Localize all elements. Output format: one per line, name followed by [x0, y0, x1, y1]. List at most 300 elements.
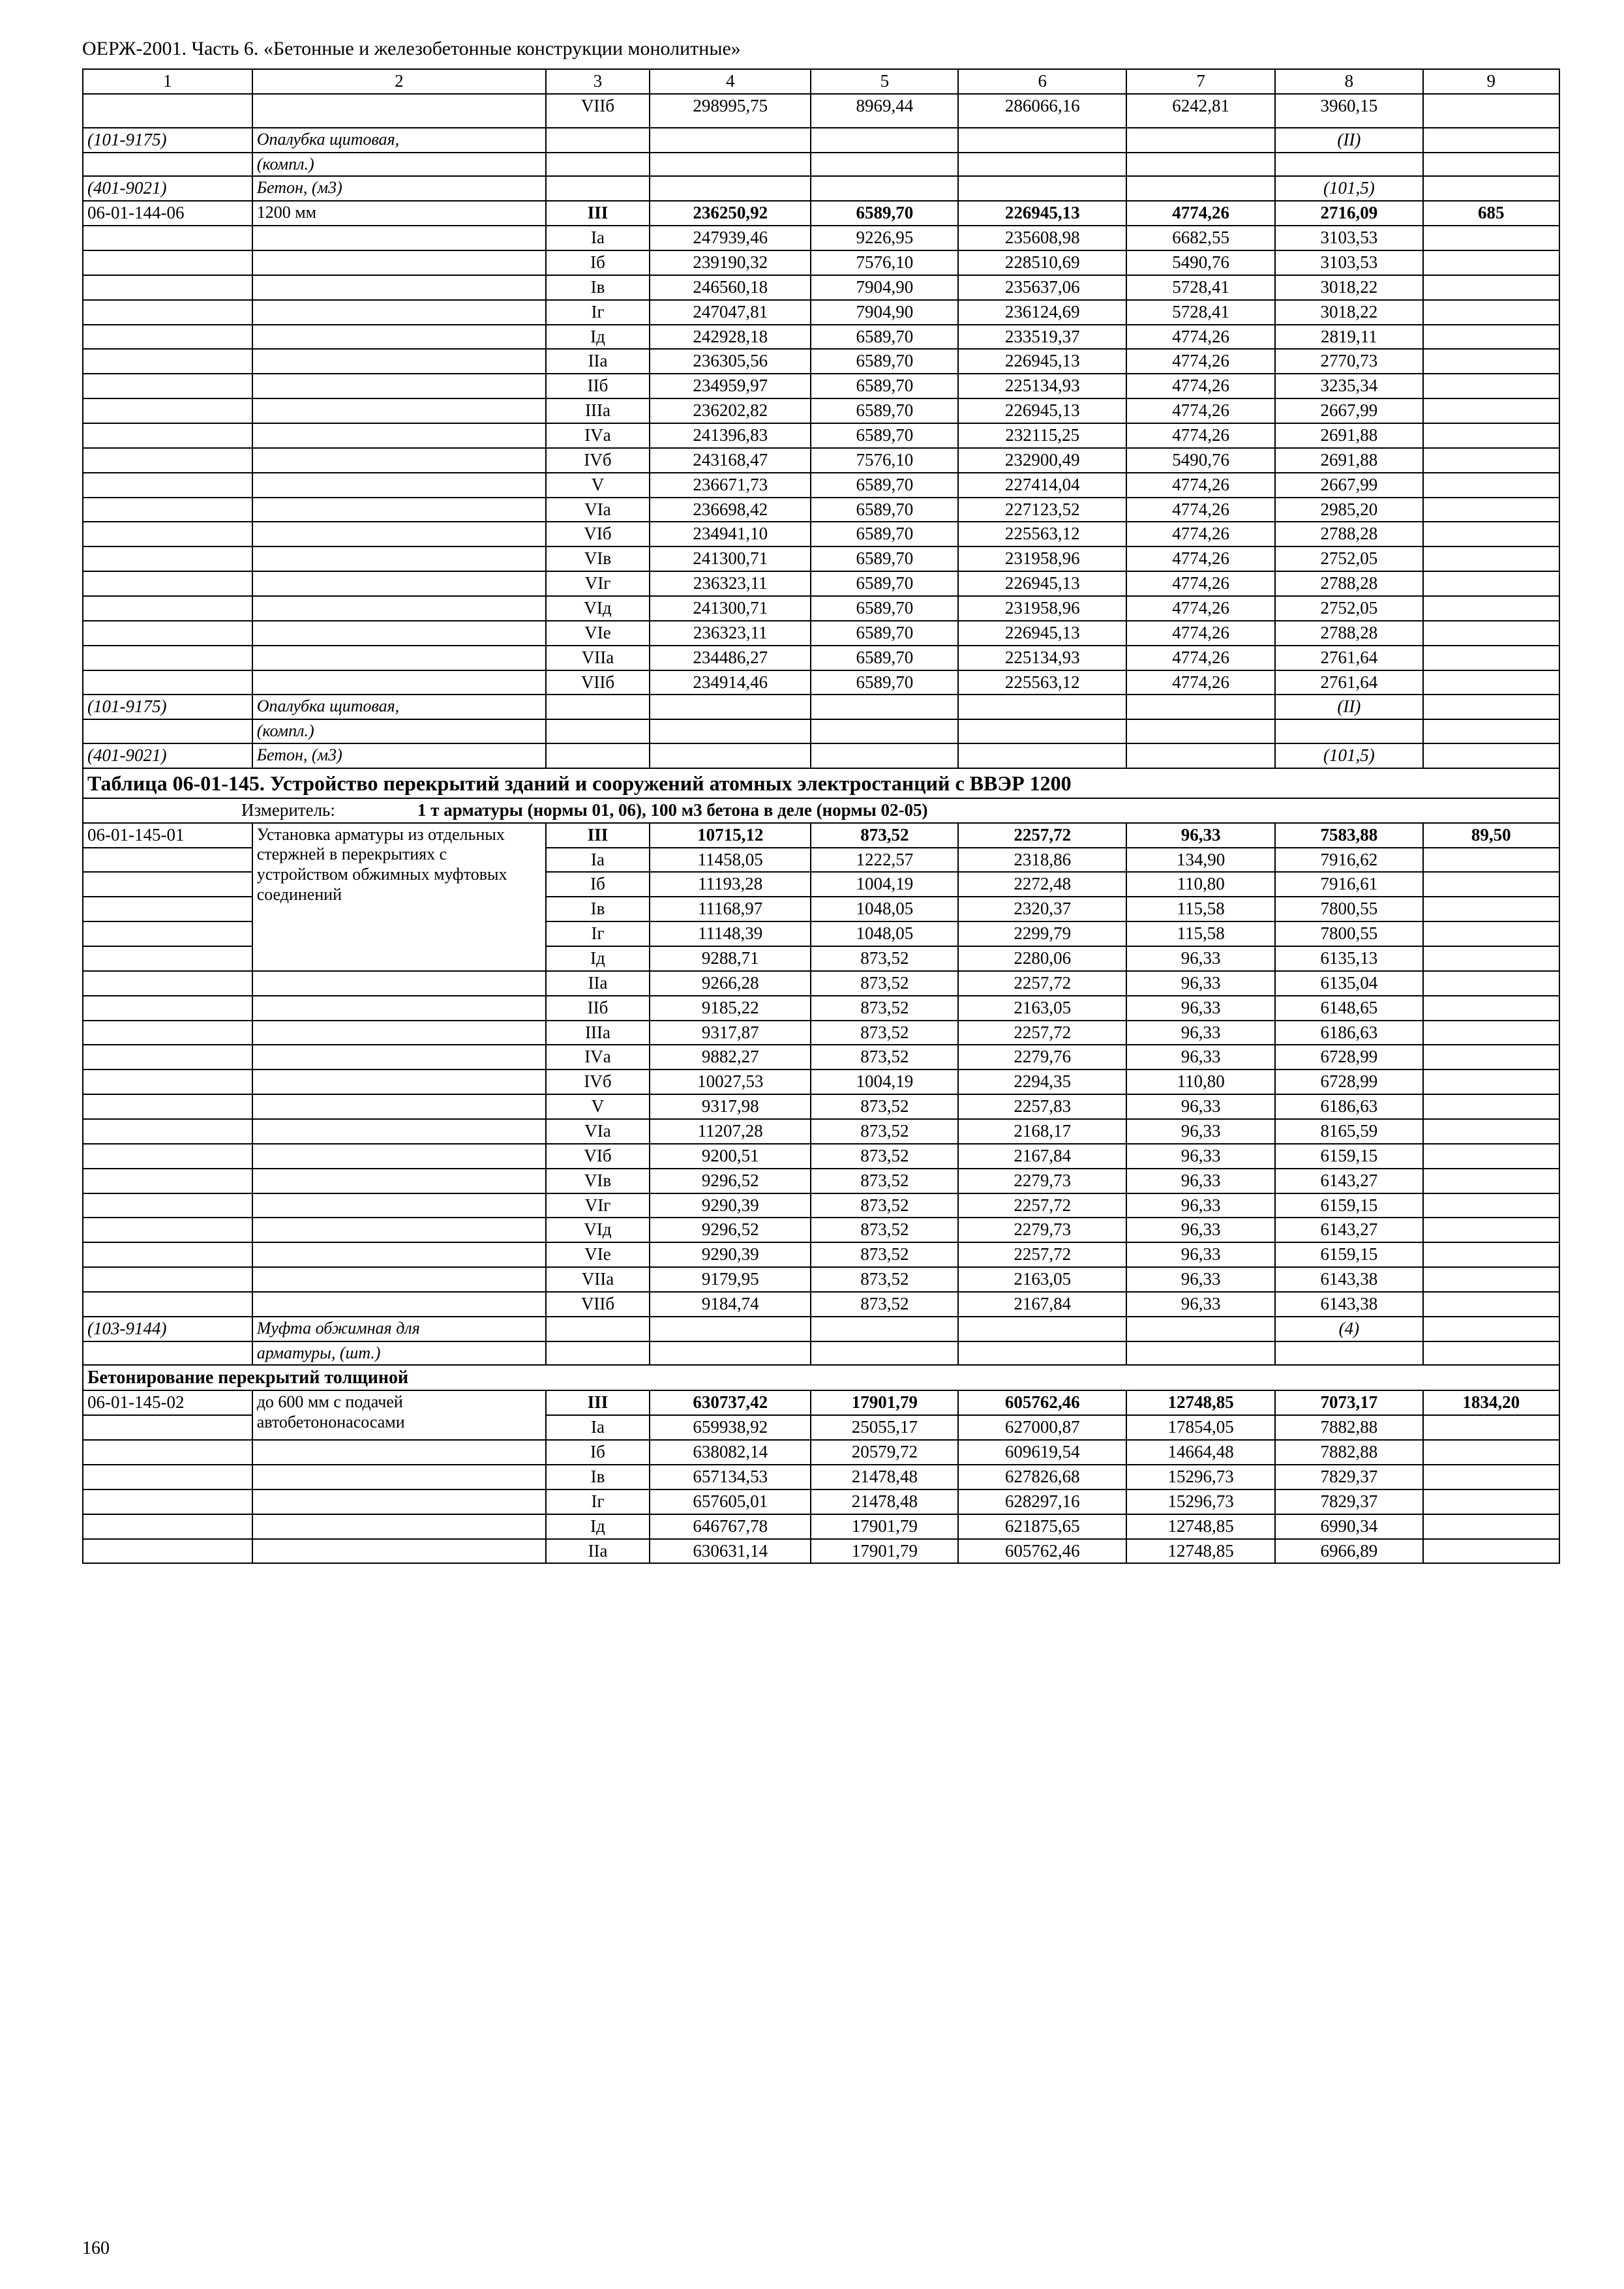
row-v9 — [1423, 546, 1560, 571]
row-v4: 236323,11 — [650, 621, 811, 646]
table-row — [83, 1390, 1559, 1415]
row-v9 — [1423, 1489, 1560, 1514]
row-v5: 873,52 — [811, 971, 958, 996]
table-row — [83, 596, 1559, 621]
row-v4: 247047,81 — [650, 300, 811, 325]
row-v5: 6589,70 — [811, 201, 958, 226]
row-v5: 873,52 — [811, 1094, 958, 1119]
row-v4 — [650, 719, 811, 743]
row-v6: 2318,86 — [958, 848, 1126, 873]
row-v6: 609619,54 — [958, 1440, 1126, 1465]
row-v4: 247939,46 — [650, 226, 811, 250]
row-v6 — [958, 176, 1126, 201]
row-v5: 6589,70 — [811, 423, 958, 448]
row-v6: 2280,06 — [958, 946, 1126, 971]
row-v4: 657134,53 — [650, 1465, 811, 1489]
table-row — [83, 226, 1559, 250]
row-code — [83, 596, 252, 621]
row-v7: 4774,26 — [1126, 571, 1275, 596]
row-v8: 3235,34 — [1275, 374, 1422, 398]
row-v8: 6159,15 — [1275, 1242, 1422, 1267]
row-v8: 2985,20 — [1275, 498, 1422, 522]
table-row — [83, 349, 1559, 374]
row-v5: 6589,70 — [811, 325, 958, 350]
row-zone — [546, 128, 650, 153]
row-zone: IVб — [546, 1070, 650, 1094]
resource-row — [83, 695, 1559, 719]
resource-code: (401-9021) — [83, 176, 252, 201]
resource-name: Опалубка щитовая, — [252, 128, 546, 153]
row-v5: 1004,19 — [811, 872, 958, 897]
row-v5: 873,52 — [811, 1119, 958, 1144]
row-v8: 2770,73 — [1275, 349, 1422, 374]
row-v4: 236250,92 — [650, 201, 811, 226]
resource-row — [83, 719, 1559, 743]
row-v7: 6682,55 — [1126, 226, 1275, 250]
row-v8: 7800,55 — [1275, 897, 1422, 921]
row-zone — [546, 153, 650, 177]
section-header: Бетонирование перекрытий толщиной — [83, 1365, 1559, 1390]
row-v7: 4774,26 — [1126, 522, 1275, 546]
row-v7: 4774,26 — [1126, 423, 1275, 448]
row-v8: 6159,15 — [1275, 1193, 1422, 1218]
row-v5: 6589,70 — [811, 546, 958, 571]
table-row — [83, 275, 1559, 300]
table-row — [83, 1242, 1559, 1267]
row-zone — [546, 743, 650, 768]
row-v7: 5490,76 — [1126, 250, 1275, 275]
row-v8: 6135,04 — [1275, 971, 1422, 996]
row-zone: VIIб — [546, 1292, 650, 1317]
row-v9 — [1423, 1218, 1560, 1242]
row-v6: 2257,72 — [958, 823, 1126, 848]
row-v7: 17854,05 — [1126, 1415, 1275, 1440]
row-v6: 627000,87 — [958, 1415, 1126, 1440]
row-v7: 12748,85 — [1126, 1539, 1275, 1564]
row-v7 — [1126, 743, 1275, 768]
row-v7: 14664,48 — [1126, 1440, 1275, 1465]
row-v5: 6589,70 — [811, 571, 958, 596]
row-v6: 627826,68 — [958, 1465, 1126, 1489]
row-v8: 2691,88 — [1275, 448, 1422, 473]
main-table — [82, 68, 1560, 1564]
resource-name: Муфта обжимная для — [252, 1317, 546, 1341]
row-zone — [546, 176, 650, 201]
row-v7: 6242,81 — [1126, 94, 1275, 128]
row-code — [83, 571, 252, 596]
row-name — [252, 473, 546, 498]
row-v5: 6589,70 — [811, 596, 958, 621]
table-row — [83, 128, 1559, 153]
table-row — [83, 423, 1559, 448]
resource-row — [83, 1317, 1559, 1341]
row-code — [83, 1218, 252, 1242]
row-v6: 227414,04 — [958, 473, 1126, 498]
row-v7: 4774,26 — [1126, 670, 1275, 695]
row-v5: 873,52 — [811, 1242, 958, 1267]
row-v8: 3018,22 — [1275, 275, 1422, 300]
resource-row — [83, 1341, 1559, 1366]
row-v5 — [811, 695, 958, 719]
row-v4: 646767,78 — [650, 1514, 811, 1539]
row-v9 — [1423, 996, 1560, 1021]
row-zone: Iв — [546, 897, 650, 921]
row-name — [252, 1465, 546, 1489]
row-name — [252, 1539, 546, 1564]
row-zone: VIа — [546, 498, 650, 522]
row-v6: 621875,65 — [958, 1514, 1126, 1539]
row-v7: 5490,76 — [1126, 448, 1275, 473]
row-v4: 246560,18 — [650, 275, 811, 300]
row-v5: 7904,90 — [811, 300, 958, 325]
row-v8: 2716,09 — [1275, 201, 1422, 226]
resource-name: Опалубка щитовая, — [252, 695, 546, 719]
row-zone: IIа — [546, 1539, 650, 1564]
row-v7: 15296,73 — [1126, 1465, 1275, 1489]
row-code: 06-01-144-06 — [83, 201, 252, 226]
row-zone: III — [546, 823, 650, 848]
row-zone: Iд — [546, 325, 650, 350]
row-name — [252, 1267, 546, 1292]
row-v4: 9266,28 — [650, 971, 811, 996]
row-code — [83, 250, 252, 275]
row-v4: 236323,11 — [650, 571, 811, 596]
row-v6: 2257,72 — [958, 1242, 1126, 1267]
row-zone: Iа — [546, 226, 650, 250]
row-v5: 1222,57 — [811, 848, 958, 873]
row-zone: IVа — [546, 1045, 650, 1070]
row-v8: 2691,88 — [1275, 423, 1422, 448]
row-v6: 628297,16 — [958, 1489, 1126, 1514]
row-v8: 6143,27 — [1275, 1169, 1422, 1193]
table-row — [83, 571, 1559, 596]
row-code — [83, 349, 252, 374]
row-code — [83, 94, 252, 128]
row-v6 — [958, 695, 1126, 719]
table-row — [83, 201, 1559, 226]
row-name — [252, 1218, 546, 1242]
row-v6: 2272,48 — [958, 872, 1126, 897]
row-v5: 7576,10 — [811, 448, 958, 473]
row-v9: 89,50 — [1423, 823, 1560, 848]
row-name — [252, 1292, 546, 1317]
row-v8: (101,5) — [1275, 176, 1422, 201]
row-zone: VIг — [546, 1193, 650, 1218]
row-v9: 685 — [1423, 201, 1560, 226]
row-name — [252, 646, 546, 670]
row-v6: 226945,13 — [958, 398, 1126, 423]
row-v7: 96,33 — [1126, 1094, 1275, 1119]
resource-code: (101-9175) — [83, 128, 252, 153]
row-v4: 9317,98 — [650, 1094, 811, 1119]
row-v9 — [1423, 946, 1560, 971]
row-v8: 6186,63 — [1275, 1021, 1422, 1045]
row-zone: Iг — [546, 300, 650, 325]
row-v7: 96,33 — [1126, 946, 1275, 971]
row-v4: 630737,42 — [650, 1390, 811, 1415]
row-v7: 110,80 — [1126, 872, 1275, 897]
col-header-2: 2 — [252, 69, 546, 94]
row-name — [252, 1070, 546, 1094]
row-v4 — [650, 1317, 811, 1341]
row-name — [252, 596, 546, 621]
row-v6: 2294,35 — [958, 1070, 1126, 1094]
row-v8: 2761,64 — [1275, 646, 1422, 670]
row-v5 — [811, 176, 958, 201]
row-v6: 286066,16 — [958, 94, 1126, 128]
table-row — [83, 1144, 1559, 1169]
row-code — [83, 848, 252, 873]
row-code — [83, 1489, 252, 1514]
row-v9 — [1423, 300, 1560, 325]
row-v4: 10027,53 — [650, 1070, 811, 1094]
row-v7: 4774,26 — [1126, 596, 1275, 621]
section-header-row — [83, 1365, 1559, 1390]
row-name — [252, 1045, 546, 1070]
row-code — [83, 1539, 252, 1564]
row-v9 — [1423, 1094, 1560, 1119]
meter-label: Измеритель: — [241, 800, 335, 820]
meter-value: 1 т арматуры (нормы 01, 06), 100 м3 бетона в деле (нормы 02-05) — [417, 800, 928, 820]
row-v6: 226945,13 — [958, 571, 1126, 596]
row-v4: 9185,22 — [650, 996, 811, 1021]
row-v9 — [1423, 1070, 1560, 1094]
row-v9 — [1423, 921, 1560, 946]
row-v5: 873,52 — [811, 1193, 958, 1218]
row-v6: 2257,72 — [958, 1193, 1126, 1218]
row-v9 — [1423, 1539, 1560, 1564]
row-v9 — [1423, 1267, 1560, 1292]
row-name — [252, 1021, 546, 1045]
row-v8: 6159,15 — [1275, 1144, 1422, 1169]
table-145-title: Таблица 06-01-145. Устройство перекрытий зданий и сооружений атомных электростанций с ВВЭР 1200 — [87, 771, 1072, 795]
row-v5: 9226,95 — [811, 226, 958, 250]
row-v9 — [1423, 1144, 1560, 1169]
row-zone: IIа — [546, 971, 650, 996]
row-v8: (II) — [1275, 695, 1422, 719]
row-v4: 11207,28 — [650, 1119, 811, 1144]
row-name — [252, 325, 546, 350]
row-v6: 2279,73 — [958, 1169, 1126, 1193]
row-code — [83, 1465, 252, 1489]
row-name — [252, 300, 546, 325]
row-v4 — [650, 1341, 811, 1366]
row-v7 — [1126, 719, 1275, 743]
row-zone: VIб — [546, 1144, 650, 1169]
row-code — [83, 1242, 252, 1267]
row-v9 — [1423, 226, 1560, 250]
row-v4: 11193,28 — [650, 872, 811, 897]
row-v4: 234914,46 — [650, 670, 811, 695]
table-row — [83, 546, 1559, 571]
row-code — [83, 621, 252, 646]
table-row — [83, 823, 1559, 848]
row-v6: 2257,72 — [958, 971, 1126, 996]
row-code: 06-01-145-02 — [83, 1390, 252, 1415]
row-v8: 6186,63 — [1275, 1094, 1422, 1119]
row-v6: 231958,96 — [958, 546, 1126, 571]
table-row — [83, 498, 1559, 522]
row-code — [83, 646, 252, 670]
row-v9 — [1423, 1465, 1560, 1489]
row-v7: 4774,26 — [1126, 621, 1275, 646]
row-v8: 6143,27 — [1275, 1218, 1422, 1242]
row-v6: 232115,25 — [958, 423, 1126, 448]
resource-name: Бетон, (м3) — [252, 176, 546, 201]
row-v4 — [650, 743, 811, 768]
resource-code: (101-9175) — [83, 695, 252, 719]
row-name — [252, 498, 546, 522]
row-v4 — [650, 695, 811, 719]
row-v5 — [811, 1317, 958, 1341]
row-v6: 226945,13 — [958, 621, 1126, 646]
row-v4: 234959,97 — [650, 374, 811, 398]
row-v7 — [1126, 128, 1275, 153]
row-v4: 11168,97 — [650, 897, 811, 921]
row-zone: VIд — [546, 596, 650, 621]
row-code — [83, 971, 252, 996]
row-zone: VIе — [546, 621, 650, 646]
row-v9 — [1423, 670, 1560, 695]
row-v9 — [1423, 646, 1560, 670]
row-v4: 236671,73 — [650, 473, 811, 498]
row-v4: 236305,56 — [650, 349, 811, 374]
row-name: до 600 мм с подачей автобетононасосами — [252, 1390, 546, 1440]
row-v4: 9290,39 — [650, 1242, 811, 1267]
row-v9 — [1423, 325, 1560, 350]
row-name: Установка арматуры из отдельных стержней в перекрытиях с устройством обжимных муфтовых соединений — [252, 823, 546, 971]
row-v9 — [1423, 275, 1560, 300]
row-code — [83, 1292, 252, 1317]
table-row — [83, 1292, 1559, 1317]
row-v8: 6728,99 — [1275, 1045, 1422, 1070]
row-v4: 9200,51 — [650, 1144, 811, 1169]
row-v8: 2819,11 — [1275, 325, 1422, 350]
row-code — [83, 473, 252, 498]
row-zone: Iб — [546, 872, 650, 897]
table-row — [83, 398, 1559, 423]
row-v6: 225563,12 — [958, 522, 1126, 546]
row-v4: 630631,14 — [650, 1539, 811, 1564]
row-v4: 657605,01 — [650, 1489, 811, 1514]
table-row — [83, 325, 1559, 350]
row-v7: 96,33 — [1126, 1045, 1275, 1070]
row-v8: 2788,28 — [1275, 571, 1422, 596]
table-column-header-row — [83, 69, 1559, 94]
row-v6 — [958, 743, 1126, 768]
row-v5: 6589,70 — [811, 670, 958, 695]
row-v5: 873,52 — [811, 1169, 958, 1193]
row-v9 — [1423, 398, 1560, 423]
row-name — [252, 250, 546, 275]
row-v9 — [1423, 848, 1560, 873]
row-v8: 6990,34 — [1275, 1514, 1422, 1539]
row-v5: 6589,70 — [811, 473, 958, 498]
row-v8: 7882,88 — [1275, 1440, 1422, 1465]
row-zone: Iг — [546, 1489, 650, 1514]
row-v7: 12748,85 — [1126, 1514, 1275, 1539]
row-v9: 1834,20 — [1423, 1390, 1560, 1415]
resource-code — [83, 719, 252, 743]
table-row — [83, 1465, 1559, 1489]
row-v5: 873,52 — [811, 1267, 958, 1292]
row-v8: 6966,89 — [1275, 1539, 1422, 1564]
row-v9 — [1423, 374, 1560, 398]
row-v5 — [811, 719, 958, 743]
row-v5: 6589,70 — [811, 522, 958, 546]
table-row — [83, 1193, 1559, 1218]
resource-name: (компл.) — [252, 153, 546, 177]
row-v9 — [1423, 719, 1560, 743]
row-v9 — [1423, 473, 1560, 498]
row-v6: 225134,93 — [958, 646, 1126, 670]
row-code — [83, 1193, 252, 1218]
row-v5: 873,52 — [811, 1045, 958, 1070]
row-v4: 9290,39 — [650, 1193, 811, 1218]
row-v8: 6135,13 — [1275, 946, 1422, 971]
table-row — [83, 1169, 1559, 1193]
row-code — [83, 1045, 252, 1070]
row-v7: 96,33 — [1126, 1169, 1275, 1193]
row-v6 — [958, 719, 1126, 743]
row-v7: 4774,26 — [1126, 646, 1275, 670]
row-code — [83, 996, 252, 1021]
row-zone: VIв — [546, 1169, 650, 1193]
row-v8: 2788,28 — [1275, 621, 1422, 646]
col-header-6: 6 — [958, 69, 1126, 94]
row-zone: IIIа — [546, 1021, 650, 1045]
col-header-5: 5 — [811, 69, 958, 94]
row-v7: 4774,26 — [1126, 325, 1275, 350]
row-v4: 243168,47 — [650, 448, 811, 473]
resource-name: (компл.) — [252, 719, 546, 743]
row-zone — [546, 1341, 650, 1366]
row-v6: 235608,98 — [958, 226, 1126, 250]
row-zone — [546, 1317, 650, 1341]
row-v8: 7829,37 — [1275, 1489, 1422, 1514]
row-v9 — [1423, 423, 1560, 448]
row-v8: 6148,65 — [1275, 996, 1422, 1021]
row-v7: 96,33 — [1126, 823, 1275, 848]
row-v9 — [1423, 448, 1560, 473]
row-name — [252, 522, 546, 546]
row-v9 — [1423, 872, 1560, 897]
row-v7: 4774,26 — [1126, 201, 1275, 226]
row-zone: Iб — [546, 1440, 650, 1465]
row-v5: 7904,90 — [811, 275, 958, 300]
row-v5: 873,52 — [811, 1021, 958, 1045]
table-row — [83, 971, 1559, 996]
row-v5: 1048,05 — [811, 921, 958, 946]
row-zone: Iд — [546, 946, 650, 971]
row-v5: 873,52 — [811, 1292, 958, 1317]
row-zone: VIв — [546, 546, 650, 571]
resource-code — [83, 1341, 252, 1366]
row-zone: VIIа — [546, 1267, 650, 1292]
row-zone: VIе — [546, 1242, 650, 1267]
row-v8: 8165,59 — [1275, 1119, 1422, 1144]
row-code — [83, 423, 252, 448]
row-v4: 9317,87 — [650, 1021, 811, 1045]
row-v7: 15296,73 — [1126, 1489, 1275, 1514]
row-code — [83, 1094, 252, 1119]
row-name — [252, 1489, 546, 1514]
row-v9 — [1423, 1440, 1560, 1465]
table-row — [83, 1267, 1559, 1292]
row-code — [83, 374, 252, 398]
resource-code — [83, 153, 252, 177]
row-v6: 226945,13 — [958, 201, 1126, 226]
